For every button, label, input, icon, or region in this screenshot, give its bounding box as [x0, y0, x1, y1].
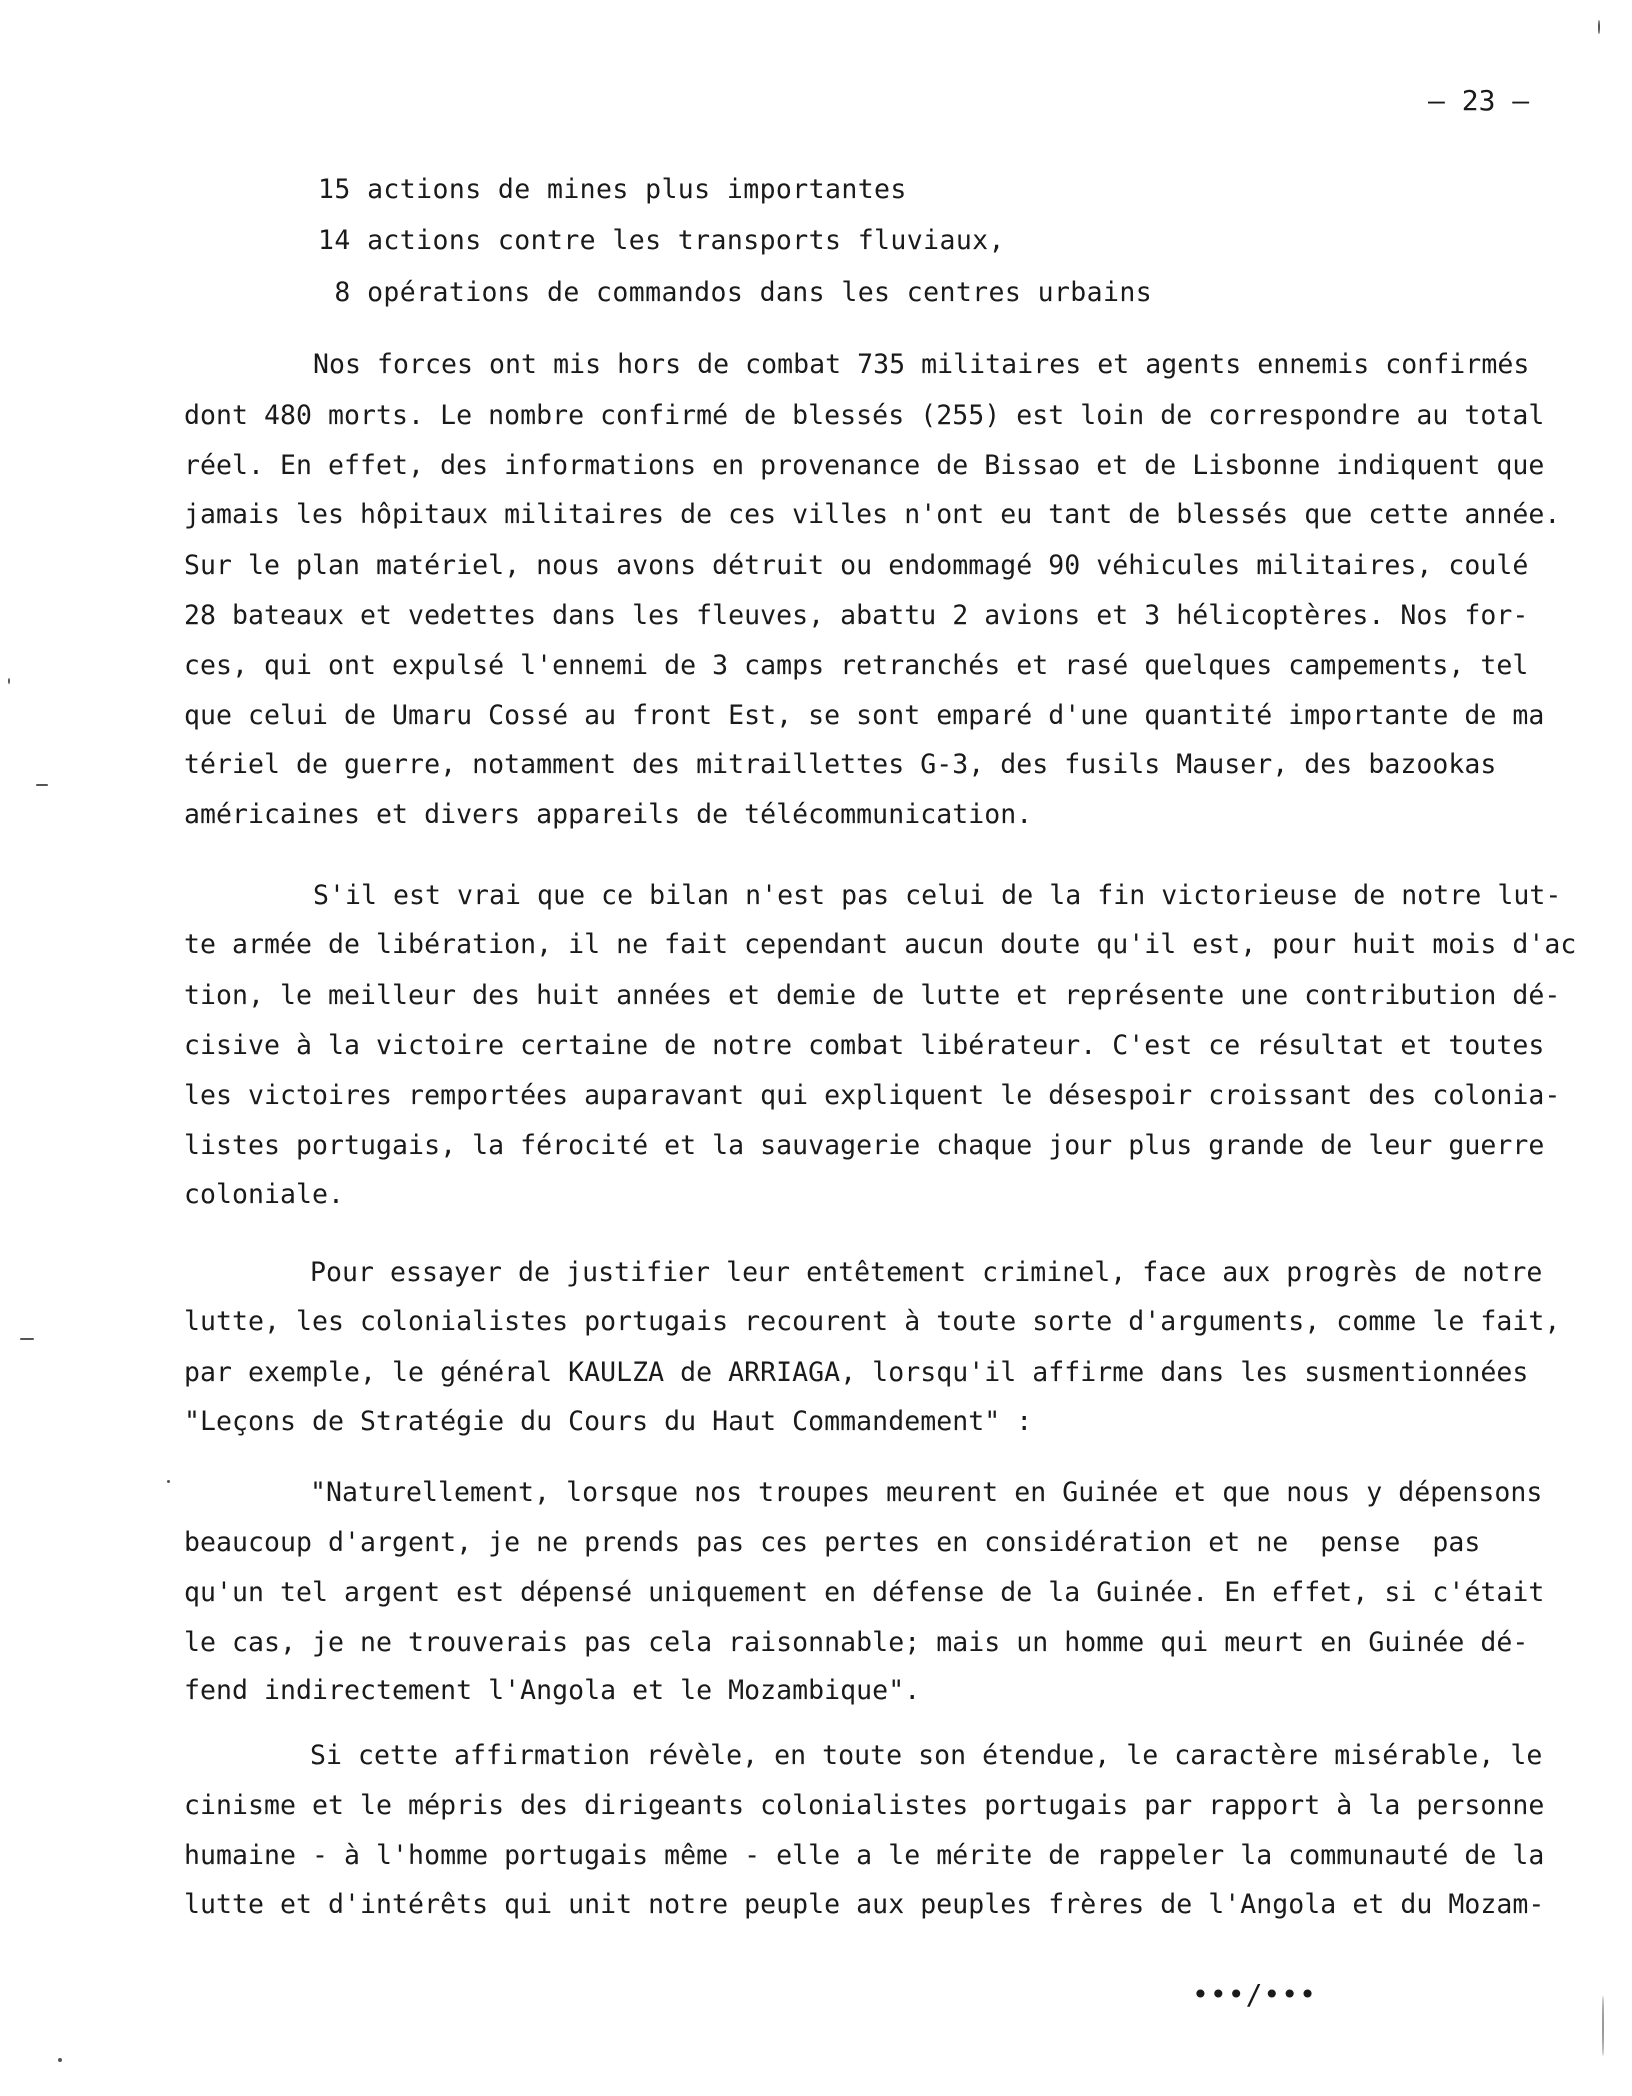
paragraph-line: Pour essayer de justifier leur entêtement criminel, face aux progrès de notre: [310, 1257, 1543, 1288]
paragraph-line: américaines et divers appareils de télécommunication.: [184, 799, 1033, 830]
quote-line: qu'un tel argent est dépensé uniquement en défense de la Guinée. En effet, si c'était: [184, 1577, 1545, 1608]
paragraph-line: "Leçons de Stratégie du Cours du Haut Commandement" :: [184, 1406, 1033, 1437]
paragraph-line: tion, le meilleur des huit années et demie de lutte et représente une contribution dé-: [184, 980, 1561, 1011]
paragraph-line: humaine - à l'homme portugais même - elle a le mérite de rappeler la communauté de la: [184, 1840, 1545, 1871]
paragraph-line: cinisme et le mépris des dirigeants colonialistes portugais par rapport à la personne: [184, 1790, 1545, 1821]
paragraph-line: tériel de guerre, notamment des mitraillettes G-3, des fusils Mauser, des bazookas: [184, 749, 1497, 780]
paragraph-line: par exemple, le général KAULZA de ARRIAGA, lorsqu'il affirme dans les susmentionnées: [184, 1357, 1529, 1388]
continuation-marker: •••/•••: [1192, 1978, 1318, 2011]
paragraph-line: cisive à la victoire certaine de notre combat libérateur. C'est ce résultat et toutes: [184, 1030, 1545, 1061]
scan-speck: [36, 784, 48, 786]
scan-speck: [58, 2058, 62, 2062]
paragraph-line: dont 480 morts. Le nombre confirmé de blessés (255) est loin de correspondre au total: [184, 400, 1545, 431]
quote-line: fend indirectement l'Angola et le Mozambique".: [184, 1675, 921, 1706]
list-item: 14 actions contre les transports fluviaux,: [318, 225, 1005, 256]
scan-speck: [167, 1480, 170, 1483]
paragraph-line: lutte et d'intérêts qui unit notre peuple aux peuples frères de l'Angola et du Mozam-: [184, 1889, 1545, 1920]
quote-line: le cas, je ne trouverais pas cela raisonnable; mais un homme qui meurt en Guinée dé-: [184, 1627, 1529, 1658]
paragraph-line: réel. En effet, des informations en provenance de Bissao et de Lisbonne indiquent que: [184, 450, 1545, 481]
list-item: 8 opérations de commandos dans les centres urbains: [318, 277, 1153, 308]
scan-speck: [1598, 20, 1600, 34]
paragraph-line: que celui de Umaru Cossé au front Est, se sont emparé d'une quantité importante de ma: [184, 700, 1545, 731]
paragraph-line: ces, qui ont expulsé l'ennemi de 3 camps retranchés et rasé quelques campements, tel: [184, 650, 1529, 681]
paragraph-line: 28 bateaux et vedettes dans les fleuves, abattu 2 avions et 3 hélicoptères. Nos for-: [184, 600, 1529, 631]
scan-speck: [20, 1338, 34, 1340]
quote-line: beaucoup d'argent, je ne prends pas ces pertes en considération et ne pense pas: [184, 1527, 1481, 1558]
paragraph-line: lutte, les colonialistes portugais recourent à toute sorte d'arguments, comme le fait,: [184, 1306, 1561, 1337]
paragraph-line: Nos forces ont mis hors de combat 735 militaires et agents ennemis confirmés: [313, 349, 1530, 380]
paragraph-line: Si cette affirmation révèle, en toute son étendue, le caractère misérable, le: [310, 1740, 1543, 1771]
paragraph-line: jamais les hôpitaux militaires de ces villes n'ont eu tant de blessés que cette année.: [184, 499, 1561, 530]
paragraph-line: listes portugais, la férocité et la sauvagerie chaque jour plus grande de leur guerre: [184, 1130, 1545, 1161]
list-item: 15 actions de mines plus importantes: [318, 174, 907, 205]
paragraph-line: coloniale.: [184, 1179, 345, 1210]
scan-speck: [1602, 1996, 1604, 2056]
scan-speck: [8, 678, 10, 684]
page-number: – 23 –: [1428, 84, 1530, 117]
paragraph-line: S'il est vrai que ce bilan n'est pas celui de la fin victorieuse de notre lut-: [313, 880, 1562, 911]
paragraph-line: Sur le plan matériel, nous avons détruit ou endommagé 90 véhicules militaires, coulé: [184, 550, 1529, 581]
paragraph-line: te armée de libération, il ne fait cependant aucun doute qu'il est, pour huit mois d'ac: [184, 929, 1577, 960]
paragraph-line: les victoires remportées auparavant qui expliquent le désespoir croissant des colonia-: [184, 1080, 1561, 1111]
quote-line: "Naturellement, lorsque nos troupes meurent en Guinée et que nous y dépensons: [310, 1477, 1543, 1508]
